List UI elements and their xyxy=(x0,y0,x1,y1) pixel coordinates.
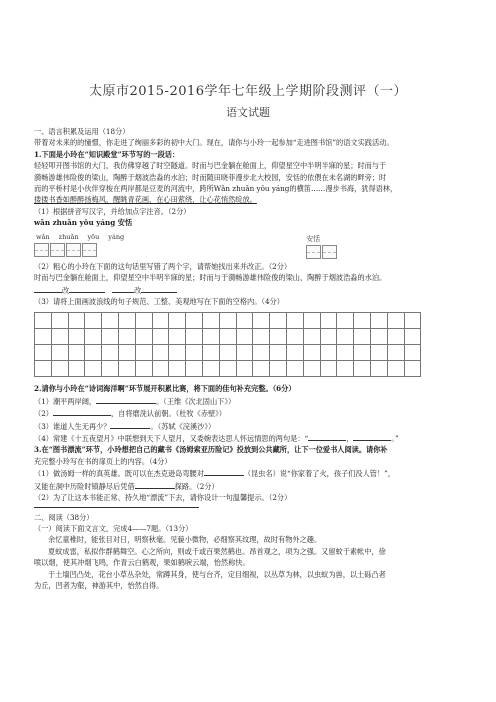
exam-title: 太原市2015-2016学年七年级上学期阶段测评（一） xyxy=(88,84,408,99)
grid-cell[interactable] xyxy=(85,345,102,361)
grid-cell[interactable] xyxy=(354,361,371,377)
grid-cell[interactable] xyxy=(69,345,86,361)
question1-1-pinyin: wǎn zhuǎn yōu yáng 安恬 xyxy=(34,218,133,228)
grid-cell[interactable] xyxy=(136,345,153,361)
question3-title: 3.在“图书漂流”环节，小玲想把自己的藏书《汤姆索亚历险记》投放到公共藏所，让下一位爱书人阅读。请你补 xyxy=(34,445,388,455)
grid-cell[interactable] xyxy=(337,329,354,345)
anquan-grid xyxy=(306,245,338,259)
question1-2: （2）粗心的小玲在下面的这句话里写错了两个字，请帮她找出来并改正。（2分） xyxy=(34,262,292,272)
grid-cell[interactable] xyxy=(270,345,287,361)
grid-cell[interactable] xyxy=(119,361,136,377)
question1-1: （1）根据拼音写汉字，并给加点字注音。（2分） xyxy=(34,206,191,216)
write-cell[interactable] xyxy=(306,245,321,259)
fill-blank[interactable] xyxy=(353,432,391,441)
grid-cell[interactable] xyxy=(35,361,52,377)
anquan-box xyxy=(306,234,338,259)
section1-heading: 一、语言积累及运用（18分） xyxy=(34,127,130,136)
grid-cell[interactable] xyxy=(337,313,354,329)
question3-2: （2）为了让这本书能正常、持久地“漂流”下去，请你设计一句温馨提示。（2分） xyxy=(34,493,292,503)
question2-title: 2.请你与小玲在“诗词海洋啊”环节展开积累比赛，将下面的佳句补充完整。（6分） xyxy=(34,384,296,394)
correction-label: 改 xyxy=(62,285,70,295)
fill-blank[interactable] xyxy=(308,432,346,441)
grid-cell[interactable] xyxy=(153,345,170,361)
grid-cell[interactable] xyxy=(287,361,304,377)
grid-cell[interactable] xyxy=(337,345,354,361)
pinyin-grid xyxy=(34,243,124,257)
q3-text: 探路。（2分） xyxy=(174,481,219,491)
correction-label: 改 xyxy=(134,285,142,295)
q2-text: （4）常建《十五夜望月》中联想到天下人望月，又委婉表达思人怀远情思的两句是：“ xyxy=(34,434,309,444)
grid-cell[interactable] xyxy=(169,345,186,361)
grid-cell[interactable] xyxy=(237,313,254,329)
q2-text: （3）谁道人生无再少？ xyxy=(34,421,111,431)
grid-cell[interactable] xyxy=(169,361,186,377)
grid-cell[interactable] xyxy=(405,329,422,345)
q3-text: （1）做汤姆一样的真英雄。既可以在杰克逊岛弯腰对 xyxy=(34,469,204,479)
write-cell[interactable] xyxy=(50,243,65,257)
grid-cell[interactable] xyxy=(337,361,354,377)
grid-cell[interactable] xyxy=(388,329,405,345)
grid-cell[interactable] xyxy=(270,313,287,329)
grid-cell[interactable] xyxy=(102,361,119,377)
grid-cell[interactable] xyxy=(136,361,153,377)
q2-text: （2） xyxy=(34,409,53,419)
grid-cell[interactable] xyxy=(203,313,220,329)
grid-cell[interactable] xyxy=(371,345,388,361)
question2-item-3 xyxy=(34,420,466,432)
grid-cell[interactable] xyxy=(237,361,254,377)
grid-cell[interactable] xyxy=(405,345,422,361)
grid-cell[interactable] xyxy=(136,329,153,345)
grid-cell[interactable] xyxy=(388,361,405,377)
correction-fill-row xyxy=(34,284,466,296)
pinyin-label: yáng xyxy=(108,232,125,241)
question3-1 xyxy=(34,467,466,479)
passage-line-4: 搂搂书香如醉醉扬梅风，醒眺青花画，在心田萦绕，让心花悄然绽放。 xyxy=(34,195,257,205)
grid-cell[interactable] xyxy=(52,361,69,377)
grid-cell[interactable] xyxy=(253,313,270,329)
fill-blank[interactable] xyxy=(112,284,134,293)
grid-cell[interactable] xyxy=(253,361,270,377)
question3-title-2: 充完整小玲写在书的扉页上的内容。（4分） xyxy=(34,456,172,466)
fill-blank[interactable] xyxy=(204,467,244,476)
pinyin-label: zhuǎn xyxy=(58,232,79,241)
pinyin-label: yōu xyxy=(87,232,100,241)
grid-cell[interactable] xyxy=(35,329,52,345)
grid-cell[interactable] xyxy=(203,361,220,377)
fill-blank[interactable] xyxy=(53,407,111,416)
passage-line-1: 轻轻叩开图书馆的大门，我仿佛穿越了时空隧道。时而与巴金躺在舱面上，仰望星空中半明半寐的星；时而与于 xyxy=(34,161,387,171)
grid-cell[interactable] xyxy=(270,361,287,377)
grid-cell[interactable] xyxy=(69,329,86,345)
reading-para-1: 余忆童稚时，能张目对日，明察秋毫。见藐小微物，必细察其纹理，故时有物外之趣。 xyxy=(48,535,322,545)
grid-cell[interactable] xyxy=(69,361,86,377)
grid-cell[interactable] xyxy=(287,345,304,361)
passage-line-3: 而的平桥村是小伙伴穿梭在两岸都是豆麦的河流中，跨所Wǎn zhuǎn yōu yáng的横笛……漫步书海，犹得语林， xyxy=(34,184,398,194)
grid-cell[interactable] xyxy=(354,329,371,345)
grid-cell[interactable] xyxy=(304,313,321,329)
grid-cell[interactable] xyxy=(85,329,102,345)
fill-blank[interactable] xyxy=(34,284,62,293)
write-cell[interactable] xyxy=(34,243,49,257)
grid-cell[interactable] xyxy=(52,345,69,361)
grid-cell[interactable] xyxy=(203,329,220,345)
grid-cell[interactable] xyxy=(321,345,338,361)
grid-cell[interactable] xyxy=(354,313,371,329)
pinyin-write-box xyxy=(34,232,124,257)
fill-blank[interactable] xyxy=(141,284,177,293)
grid-cell[interactable] xyxy=(220,329,237,345)
grid-cell[interactable] xyxy=(321,329,338,345)
section1-intro: 带着对未来的的憧憬，你走进了绚丽多彩的初中大门。现在，请你与小玲一起参加“走进图书馆”的语文实践活动。 xyxy=(34,138,394,148)
grid-cell[interactable] xyxy=(321,361,338,377)
grid-cell[interactable] xyxy=(119,313,136,329)
grid-cell[interactable] xyxy=(237,345,254,361)
grid-cell[interactable] xyxy=(153,313,170,329)
q2-text: ，自将磨洗认前朝。（杜牧《赤壁》） xyxy=(110,409,226,419)
question2-item-1 xyxy=(34,395,466,407)
fill-blank[interactable] xyxy=(96,395,156,404)
grid-cell[interactable] xyxy=(186,361,203,377)
grid-cell[interactable] xyxy=(371,361,388,377)
question1-3: （3）请将上面画波浪线的句子规范、工整、美观地写在下面的空格内。（4分） xyxy=(34,297,284,307)
grid-cell[interactable] xyxy=(304,329,321,345)
grid-cell[interactable] xyxy=(136,313,153,329)
q2-text: 。（王维《次北固山下》） xyxy=(156,396,236,406)
question2-item-2 xyxy=(34,407,466,419)
grid-cell[interactable] xyxy=(405,361,422,377)
grid-cell[interactable] xyxy=(35,345,52,361)
grid-cell[interactable] xyxy=(102,345,119,361)
grid-cell[interactable] xyxy=(270,329,287,345)
fill-blank[interactable] xyxy=(69,284,105,293)
grid-cell[interactable] xyxy=(169,313,186,329)
grid-cell[interactable] xyxy=(69,313,86,329)
grid-cell[interactable] xyxy=(405,313,422,329)
reading-para-3b: 为丘，凹者为壑，神游其中，怡然自得。 xyxy=(34,580,164,590)
answer-line[interactable] xyxy=(34,507,199,508)
section2-heading: 二、阅读（38分） xyxy=(34,512,94,522)
grid-cell[interactable] xyxy=(237,329,254,345)
reading-para-2b: 喷以烟，使其冲烟飞鸣，作青云白鹤观，果如鹤唳云端，怡然称快。 xyxy=(34,558,250,568)
q2-text: 。（苏轼《浣溪沙》） xyxy=(150,421,216,431)
grid-cell[interactable] xyxy=(169,329,186,345)
grid-cell[interactable] xyxy=(102,313,119,329)
grid-cell[interactable] xyxy=(388,313,405,329)
question1-2-sentence: 时而与巴金躺在舱面上，仰望星空中半明半寐的星；时而与于漪畅游雄伟险俊的梁山，陶醉于烟波浩淼的水泊。 xyxy=(34,273,387,283)
question2-item-4: （4）常建《十五夜望月》中联想到天下人望月，又委婉表达思人怀远情思的两句是：“ ， 。” xyxy=(34,434,399,444)
pinyin-labels xyxy=(34,232,124,243)
grid-cell[interactable] xyxy=(102,329,119,345)
exam-body xyxy=(34,126,466,591)
grid-cell[interactable] xyxy=(388,345,405,361)
grid-cell[interactable] xyxy=(85,361,102,377)
grid-cell[interactable] xyxy=(85,313,102,329)
grid-cell[interactable] xyxy=(253,329,270,345)
write-cell[interactable] xyxy=(82,243,97,257)
grid-cell[interactable] xyxy=(186,345,203,361)
grid-cell[interactable] xyxy=(119,345,136,361)
grid-cell[interactable] xyxy=(354,345,371,361)
grid-cell[interactable] xyxy=(203,345,220,361)
reading-para-3a: 于土墙凹凸处，花台小草丛杂处，常蹲其身，使与台齐，定目细视，以丛草为林，以虫蚁为兽，以土砾凸者 xyxy=(48,569,386,579)
grid-cell[interactable] xyxy=(153,329,170,345)
question1-title: 1.下面是小玲在“知识殿堂”环节写的一段话： xyxy=(34,149,180,159)
grid-cell[interactable] xyxy=(35,313,52,329)
grid-cell[interactable] xyxy=(52,313,69,329)
grid-cell[interactable] xyxy=(371,329,388,345)
grid-cell[interactable] xyxy=(371,313,388,329)
write-cell[interactable] xyxy=(322,245,337,259)
grid-cell[interactable] xyxy=(153,361,170,377)
grid-cell[interactable] xyxy=(52,329,69,345)
grid-cell[interactable] xyxy=(220,361,237,377)
q3-text: 又能在洞中历险时镇静尽后凭借 xyxy=(34,481,135,491)
grid-cell[interactable] xyxy=(287,313,304,329)
grid-cell[interactable] xyxy=(304,361,321,377)
fill-blank[interactable] xyxy=(110,420,150,429)
grid-cell[interactable] xyxy=(119,329,136,345)
q3-text: （昆虫名）说“你家着了火，孩子们没人管！”， xyxy=(243,469,395,479)
write-cell[interactable] xyxy=(66,243,81,257)
reading-para-2a: 夏蚊成雷，私拟作群鹤舞空。心之所向，则或千或百果然鹤也。昂首观之，项为之强。又留蚊于素帐中，徐 xyxy=(48,546,386,556)
grid-cell[interactable] xyxy=(186,313,203,329)
exam-subtitle: 语文试题 xyxy=(226,106,270,119)
pinyin-label: wǎn xyxy=(36,232,50,241)
grid-cell[interactable] xyxy=(253,345,270,361)
question3-1-cont xyxy=(34,480,466,492)
grid-cell[interactable] xyxy=(304,345,321,361)
anquan-label: 安恬 xyxy=(306,234,321,243)
grid-cell[interactable] xyxy=(220,345,237,361)
grid-cell[interactable] xyxy=(321,313,338,329)
fill-blank[interactable] xyxy=(135,480,175,489)
grid-cell[interactable] xyxy=(186,329,203,345)
grid-cell[interactable] xyxy=(220,313,237,329)
pinyin-answer-area xyxy=(34,232,466,259)
section2-sub1: （一）阅读下面文言文，完成4——7题。（13分） xyxy=(34,523,193,533)
q2-text: （1）潮平两岸阔， xyxy=(34,396,97,406)
grid-cell[interactable] xyxy=(287,329,304,345)
passage-line-2: 漪畅游雄伟险俊的梁山，陶醉于烟波浩淼的水泊；时而随田晓菲漫步北大校园，安恬的依偎在未名湖的畔旁；时 xyxy=(34,172,387,182)
writing-grid[interactable] xyxy=(34,312,421,378)
